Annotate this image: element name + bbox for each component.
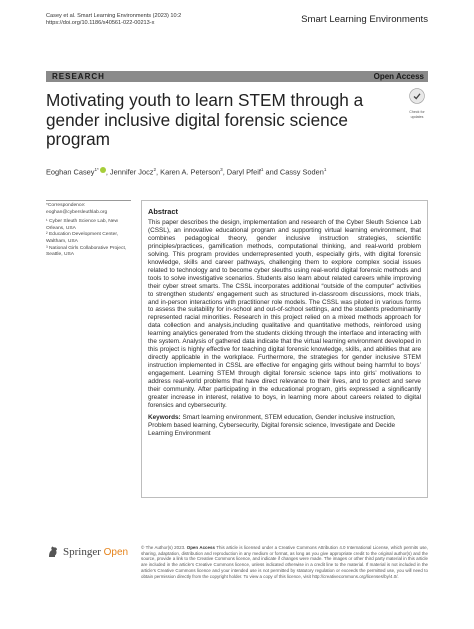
check-updates-line1: Check for xyxy=(409,110,425,114)
check-for-updates-badge[interactable] xyxy=(406,88,428,119)
author-name[interactable]: Eoghan Casey xyxy=(46,167,95,177)
author-affil-sup: 3 xyxy=(220,167,223,172)
author-affil-sup: 1 xyxy=(260,167,264,172)
abstract-text: This paper describes the design, implementation and research of the Cyber Sleuth Science Lab (CSSL), an innovative educational program and supporting virtual learning environment, that combines pedagogical theory, gender inclusive instruction strategies, scientific principles/practices, gamification methods, computational thinking, and real-world problem solving. This program provides underrepresented youth, especially girls, with digital forensic knowledge, skills and career pathways, challenging them to explore complex social issues related to technology and to become cyber sleuths using real-world digital forensic methods and tools to solve investigative scenarios. Students also learn about related careers while improving their cyber street smarts. The CSSL incorporates additional “outside of the computer” activities to strengthen students’ engagement such as structured in-classroom discussions, mock trials, and in-person interactions with practitioner role models. The CSSL was piloted in various forms to assess the suitability for in-school and out-of-school settings, and the students predominantly represented racial minorities. Research in this project relied on a mixed methods approach for data collection and analysis,including qualitative and quantitative methods, reinforced using learning analytics generated from the students clicking through the interface and interacting with the system. Analysis of gathered data indicate that the virtual learning environment developed in this project is highly effective for teaching digital forensic knowledge, skills, and abilities that are directly applicable in the workplace. Furthermore, the strategies for gender inclusive STEM instruction implemented in CSSL are effective for engaging girls without being harmful to boys’ engagement. Learning STEM through digital forensic science taps into girls’ motivations to address real-world problems that have direct relevance to their lives, and to protect and serve their community. After participating in the educational program, girls expressed a significantly greater increase in interest, relative to boys, in learning more about careers related to digital forensics and cybersecurity. xyxy=(148,219,421,409)
affiliation-divider xyxy=(46,200,131,201)
author-list xyxy=(46,167,326,176)
springer-open-logo[interactable] xyxy=(46,545,128,559)
article-title: Motivating youth to learn STEM through a gender inclusive digital forensic science program xyxy=(46,90,364,150)
keywords xyxy=(148,414,421,438)
affiliations-block xyxy=(46,203,131,259)
author-name[interactable]: , Daryl Pfeif xyxy=(222,167,261,177)
correspondence-email[interactable]: eoghan@cybersleuthlab.org xyxy=(46,209,108,215)
check-updates-icon xyxy=(409,88,425,104)
abstract-box xyxy=(141,200,428,498)
author-affil-sup: 2 xyxy=(153,167,157,172)
springer-open-suffix: Open xyxy=(103,547,129,558)
affiliation-1: ¹ Cyber Sleuth Science Lab, New Orleans, USA xyxy=(46,219,119,231)
license-notice xyxy=(141,545,428,579)
author-name[interactable]: , Jennifer Jocz xyxy=(105,167,154,177)
affiliation-2: ² Education Development Center, Waltham, USA xyxy=(46,232,119,244)
citation-header xyxy=(46,13,181,28)
keywords-label: Keywords: xyxy=(148,413,181,421)
correspondence-label: *Correspondence: xyxy=(46,203,86,208)
doi-link[interactable]: https://doi.org/10.1186/s40561-022-00213-x xyxy=(46,20,155,27)
affiliation-3: ³ National Girls Collaborative Project, Seattle, USA xyxy=(46,245,127,258)
springer-wordmark xyxy=(63,546,128,558)
author-affil-sup: 1 xyxy=(323,167,327,172)
article-type-banner xyxy=(46,71,428,82)
citation-line: Casey et al. Smart Learning Environments (2023) 10:2 xyxy=(46,13,182,19)
journal-name: Smart Learning Environments xyxy=(301,14,428,25)
keywords-list: Smart learning environment, STEM education, Gender inclusive instruction, Problem based learning, Cybersecurity, Digital forensic science, Investigate and Decide Learning Environment xyxy=(148,413,396,437)
check-updates-line2: updates xyxy=(410,115,424,119)
springer-horse-icon xyxy=(46,545,60,559)
abstract-heading: Abstract xyxy=(148,207,178,216)
springer-name: Springer xyxy=(63,546,101,558)
author-name[interactable]: and Cassy Soden xyxy=(263,167,324,177)
author-name[interactable]: , Karen A. Peterson xyxy=(156,167,221,177)
author-affil-sup: 1* xyxy=(94,167,99,172)
article-type-label: RESEARCH xyxy=(52,72,105,81)
license-copyright: © The Author(s) 2023. xyxy=(141,545,186,550)
open-access-label: Open Access xyxy=(373,72,424,81)
license-text: This article is licensed under a Creative Commons Attribution 4.0 International License, which permits use, sharing, adaptation, distribution and reproduction in any medium or format, as long as you give appropriate credit to the original author(s) and the source, provide a link to the Creative Commons licence, and indicate if changes were made. The images or other third party material in this article are included in the article’s Creative Commons licence, unless indicated otherwise in a credit line to the material. If material is not included in the article’s Creative Commons licence and your intended use is not permitted by statutory regulation or exceeds the permitted use, you will need to obtain permission directly from the copyright holder. To view a copy of this licence, visit http://creativecommons.org/licenses/by/4.0/. xyxy=(141,545,428,579)
license-open-access: Open Access xyxy=(186,545,215,550)
